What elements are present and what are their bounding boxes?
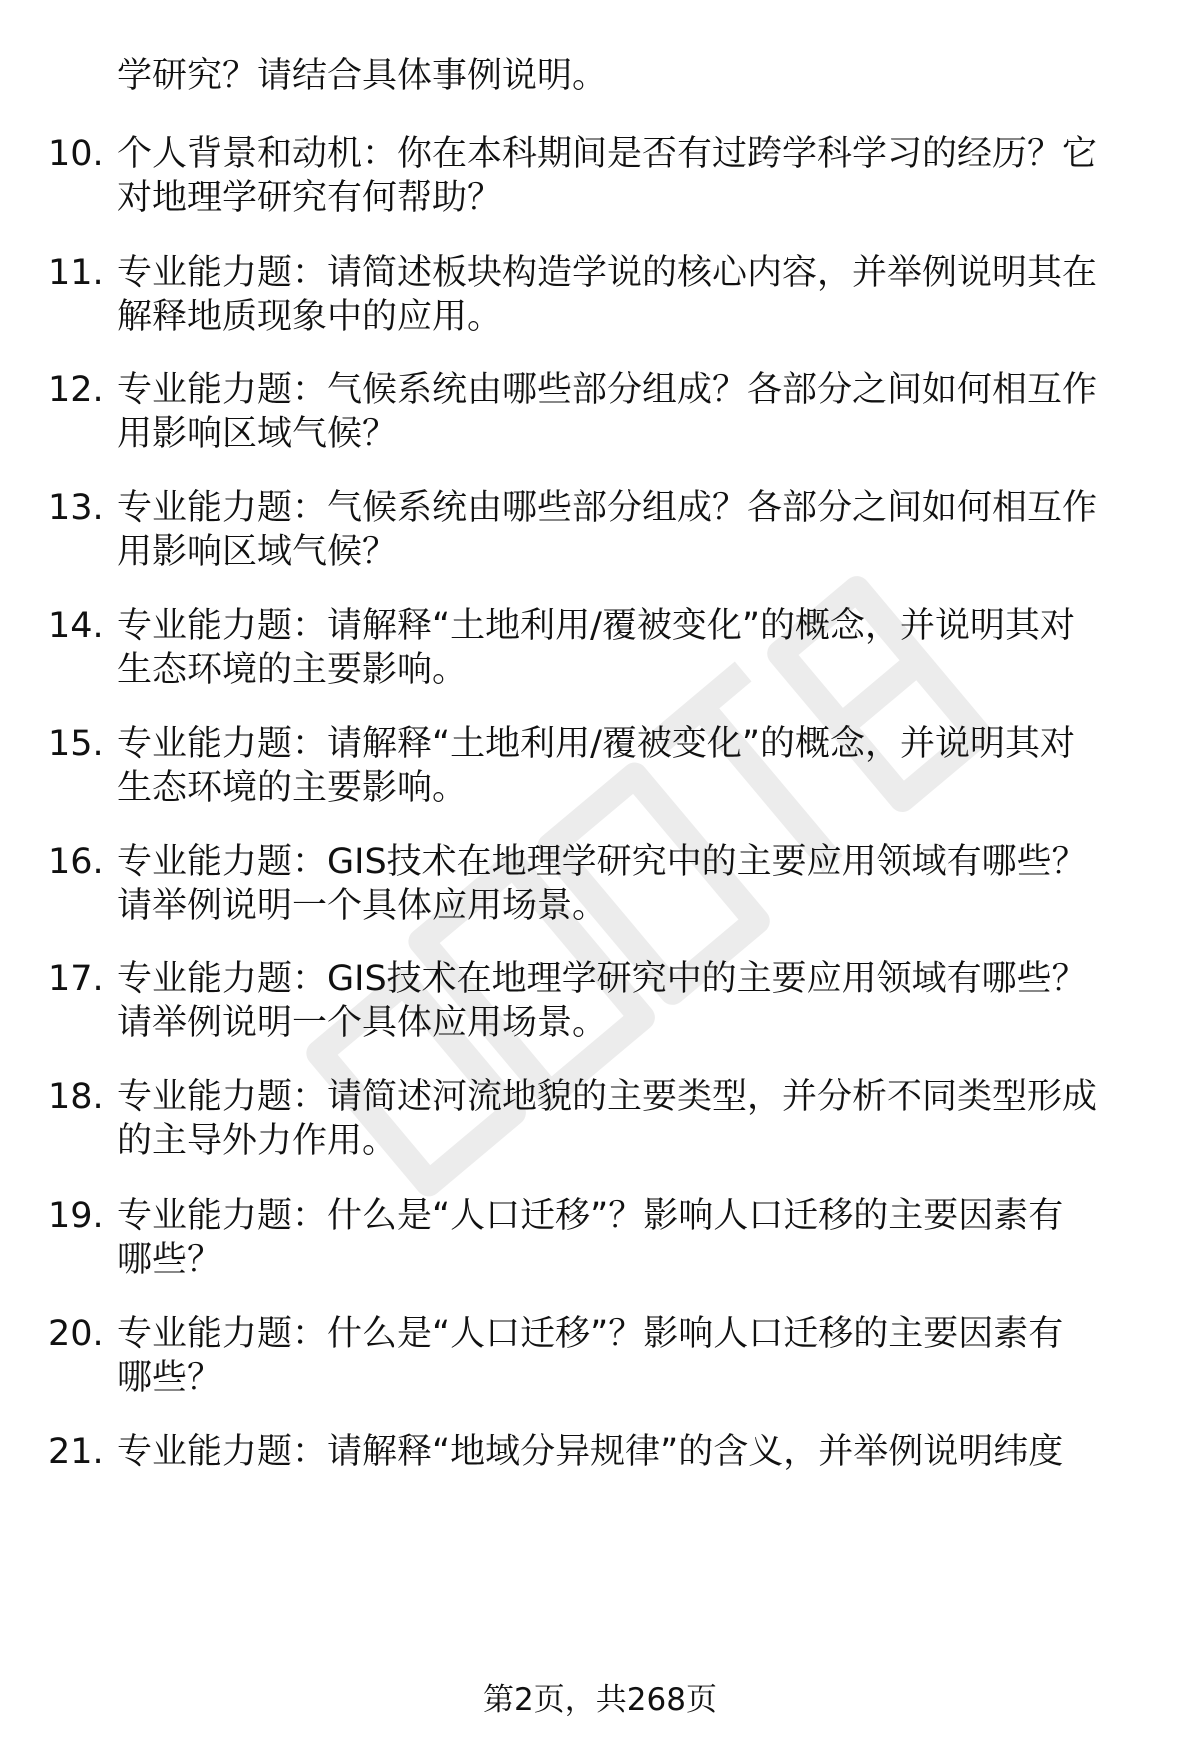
item-text-line: 请举例说明一个具体应用场景。 xyxy=(117,1003,608,1043)
item-number: 13. xyxy=(48,488,104,528)
item-text-line: 专业能力题：什么是“人口迁移”？影响人口迁移的主要因素有 xyxy=(117,1314,1064,1354)
item-number: 20. xyxy=(48,1314,104,1354)
item-text-line: 专业能力题：气候系统由哪些部分组成？各部分之间如何相互作 xyxy=(117,488,1098,528)
item-text-line: 专业能力题：GIS技术在地理学研究中的主要应用领域有哪些？ xyxy=(117,842,1087,882)
page-footer: 第2页，共268页 xyxy=(483,1682,717,1718)
item-number: 16. xyxy=(48,842,104,882)
item-text-line: 专业能力题：请解释“土地利用/覆被变化”的概念，并说明其对 xyxy=(117,724,1076,764)
item-text-line: 哪些？ xyxy=(117,1240,223,1280)
item-text-line: 用影响区域气候？ xyxy=(117,414,398,454)
item-text-line: 请举例说明一个具体应用场景。 xyxy=(117,886,608,926)
item-text-line: 专业能力题：气候系统由哪些部分组成？各部分之间如何相互作 xyxy=(117,370,1098,410)
item-text-line: 专业能力题：请解释“土地利用/覆被变化”的概念，并说明其对 xyxy=(117,606,1076,646)
item-text-line: 解释地质现象中的应用。 xyxy=(117,297,503,337)
item-text-line: 哪些？ xyxy=(117,1358,223,1398)
item-text-line: 专业能力题：请简述河流地貌的主要类型，并分析不同类型形成 xyxy=(117,1077,1098,1117)
item-text-line: 专业能力题：请解释“地域分异规律”的含义，并举例说明纬度 xyxy=(117,1432,1064,1472)
item-number: 15. xyxy=(48,724,104,764)
item-number: 10. xyxy=(48,134,104,174)
item-text-line: 生态环境的主要影响。 xyxy=(117,768,468,808)
item-text-line: 的主导外力作用。 xyxy=(117,1121,398,1161)
item-text-line: 专业能力题：请简述板块构造学说的核心内容，并举例说明其在 xyxy=(117,253,1098,293)
continuation-line: 学研究？请结合具体事例说明。 xyxy=(117,56,608,96)
item-text-line: 用影响区域气候？ xyxy=(117,532,398,572)
item-number: 14. xyxy=(48,606,104,646)
item-number: 21. xyxy=(48,1432,104,1472)
item-number: 19. xyxy=(48,1196,104,1236)
item-text-line: 专业能力题：什么是“人口迁移”？影响人口迁移的主要因素有 xyxy=(117,1196,1064,1236)
item-number: 17. xyxy=(48,959,104,999)
item-text-line: 对地理学研究有何帮助？ xyxy=(117,178,503,218)
item-number: 18. xyxy=(48,1077,104,1117)
item-text-line: 个人背景和动机：你在本科期间是否有过跨学科学习的经历？它 xyxy=(117,134,1098,174)
item-text-line: 生态环境的主要影响。 xyxy=(117,650,468,690)
item-text-line: 专业能力题：GIS技术在地理学研究中的主要应用领域有哪些？ xyxy=(117,959,1087,999)
item-number: 12. xyxy=(48,370,104,410)
item-number: 11. xyxy=(48,253,104,293)
